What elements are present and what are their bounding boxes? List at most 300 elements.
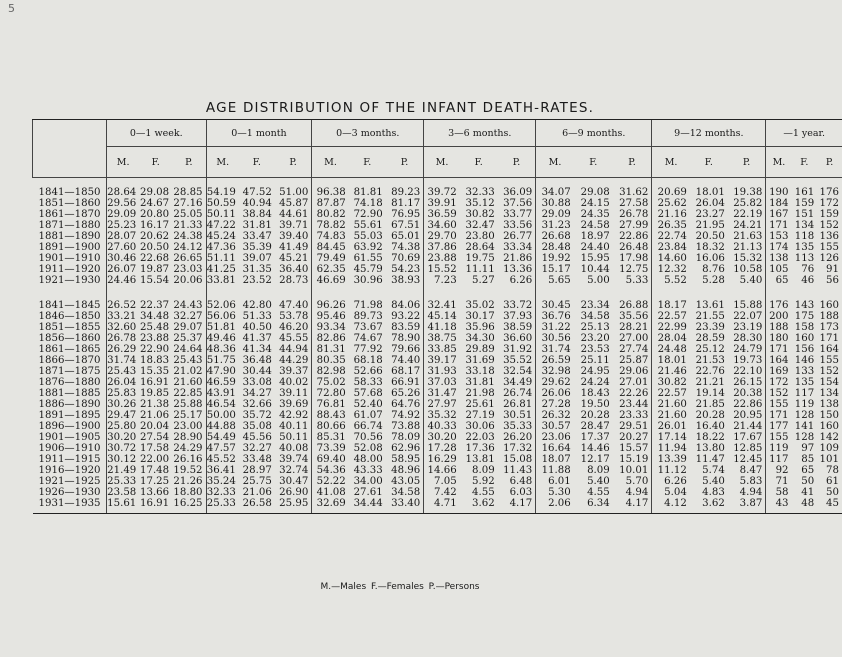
table-row	[33, 286, 842, 311]
rate-cell: 31.74	[536, 344, 574, 355]
rate-cell: 17.14	[652, 432, 690, 443]
rate-cell: 31.35	[242, 264, 272, 275]
sex-column-header: M.	[652, 147, 690, 178]
rate-cell: 33.56	[503, 220, 533, 231]
rate-cell: 45.14	[424, 311, 460, 322]
rate-cell: 146	[794, 355, 815, 366]
rate-cell: 66.91	[391, 377, 421, 388]
rate-cell: 32.27	[242, 443, 272, 454]
rate-cell: 43.91	[206, 388, 239, 399]
table-row	[33, 322, 842, 333]
rate-cell: 4.55	[587, 487, 610, 498]
rate-cell: 118	[794, 231, 815, 242]
rate-cell: 22.10	[733, 366, 763, 377]
table-row	[33, 465, 842, 476]
rate-cell: 82.98	[312, 366, 349, 377]
rate-cell: 153	[766, 231, 792, 242]
rate-cell: 78.82	[312, 220, 349, 231]
rate-cell: 117	[766, 454, 792, 465]
rate-cell: 51.00	[279, 187, 309, 198]
rate-cell: 43	[766, 498, 792, 514]
rate-cell: 45	[817, 498, 842, 514]
period-label: 1841—1850	[38, 187, 101, 198]
rate-cell: 78	[826, 465, 839, 476]
rate-cell: 39.69	[279, 399, 309, 410]
rate-cell: 34.48	[139, 311, 170, 322]
rate-cell: 128	[794, 432, 815, 443]
rate-cell: 36.09	[503, 187, 533, 198]
rate-cell: 23.39	[695, 322, 725, 333]
age-group-header: —1 year.	[766, 120, 842, 147]
rate-cell: 35.02	[465, 300, 495, 311]
rate-cell: 3.87	[728, 498, 766, 514]
rate-cell: 19.73	[733, 355, 763, 366]
rate-cell: 160	[819, 421, 839, 432]
rate-cell: 21.55	[695, 311, 725, 322]
rate-cell: 171	[766, 410, 792, 421]
rate-cell: 52.22	[312, 476, 349, 487]
rate-cell: 22.37	[139, 300, 170, 311]
rate-cell: 28.97	[242, 465, 272, 476]
rate-cell: 155	[819, 242, 839, 253]
rate-cell: 55.61	[353, 220, 383, 231]
rate-cell: 13.66	[139, 487, 170, 498]
rate-cell: 41.49	[279, 242, 309, 253]
rate-cell: 138	[819, 399, 839, 410]
rate-cell: 16.25	[172, 498, 206, 514]
rate-cell: 28.90	[173, 432, 203, 443]
rate-cell: 24.15	[580, 198, 610, 209]
rate-cell: 31.22	[536, 322, 574, 333]
rate-cell: 6.34	[574, 498, 613, 514]
rate-cell: 159	[794, 198, 815, 209]
rate-cell: 39.11	[279, 388, 309, 399]
rate-cell: 4.94	[625, 487, 649, 498]
rate-cell: 26.06	[536, 388, 574, 399]
rate-cell: 25.75	[242, 476, 272, 487]
rate-cell: 27.60	[106, 242, 139, 253]
rate-cell: 15.35	[139, 366, 170, 377]
rate-cell: 26.32	[536, 410, 574, 421]
rate-cell: 12.85	[733, 443, 763, 454]
rate-cell: 35.96	[465, 322, 495, 333]
rate-cell: 26.16	[173, 454, 203, 465]
period-label: 1876—1880	[38, 377, 101, 388]
rate-cell: 30.12	[106, 454, 139, 465]
period-label: 1906—1910	[38, 443, 101, 454]
rate-cell: 25.61	[465, 399, 495, 410]
rate-cell: 22.86	[619, 231, 649, 242]
rate-cell: 142	[819, 432, 839, 443]
rate-cell: 89.23	[391, 187, 421, 198]
rate-cell: 19.52	[173, 465, 203, 476]
table-row	[33, 344, 842, 355]
rate-cell: 27.00	[619, 333, 649, 344]
rate-cell: 27.16	[173, 198, 203, 209]
rate-cell: 44.61	[279, 209, 309, 220]
rate-cell: 5.40	[702, 476, 725, 487]
rate-cell: 73.39	[312, 443, 349, 454]
rate-cell: 7.42	[424, 487, 460, 498]
rate-cell: 28.48	[536, 242, 574, 253]
rate-cell: 3.62	[690, 498, 728, 514]
rate-cell: 77.92	[353, 344, 383, 355]
rate-cell: 21.86	[503, 253, 533, 264]
rate-cell: 28.59	[695, 333, 725, 344]
rate-cell: 96.38	[312, 178, 349, 199]
rate-cell: 72.80	[312, 388, 349, 399]
rate-cell: 26.68	[536, 231, 574, 242]
rate-cell: 17.48	[139, 465, 170, 476]
period-label: 1851—1860	[38, 198, 101, 209]
rate-cell: 33.85	[424, 344, 460, 355]
rate-cell: 30.56	[536, 333, 574, 344]
rate-cell: 34.58	[391, 487, 421, 498]
rate-cell: 51.75	[206, 355, 239, 366]
table-row	[33, 377, 842, 388]
rate-cell: 50.59	[206, 198, 239, 209]
footnote-legend: M.—Males F.—Females P.—Persons	[320, 582, 480, 592]
rate-cell: 5.33	[625, 275, 649, 286]
period-label: 1891—1900	[38, 242, 101, 253]
rate-cell: 74.38	[391, 242, 421, 253]
period-label: 1891—1895	[38, 410, 101, 421]
rate-cell: 31.92	[503, 344, 533, 355]
rate-cell: 35.08	[242, 421, 272, 432]
rate-cell: 23.20	[580, 333, 610, 344]
sex-column-header: F.	[139, 147, 172, 178]
rate-cell: 8.76	[702, 264, 725, 275]
rate-cell: 12.17	[580, 454, 610, 465]
rate-cell: 29.09	[536, 209, 574, 220]
table-row	[33, 311, 842, 322]
rate-cell: 19.87	[139, 264, 170, 275]
rate-cell: 92	[766, 465, 792, 476]
rate-cell: 31.62	[619, 187, 649, 198]
rate-cell: 25.88	[173, 399, 203, 410]
rate-cell: 2.06	[536, 498, 574, 514]
period-label: 1861—1865	[38, 344, 101, 355]
rate-cell: 23.80	[465, 231, 495, 242]
rate-cell: 36.48	[242, 355, 272, 366]
rate-cell: 19.75	[465, 253, 495, 264]
rate-cell: 11.12	[652, 465, 690, 476]
rate-cell: 5.74	[702, 465, 725, 476]
rate-cell: 138	[766, 253, 792, 264]
rate-cell: 24.67	[139, 198, 170, 209]
rate-cell: 16.06	[695, 253, 725, 264]
table-row	[33, 275, 842, 286]
rate-cell: 176	[819, 187, 839, 198]
rate-cell: 21.46	[652, 366, 690, 377]
rate-cell: 5.00	[587, 275, 610, 286]
rate-cell: 12.32	[652, 264, 690, 275]
rate-cell: 22.74	[652, 231, 690, 242]
table-row	[33, 242, 842, 253]
rate-cell: 39.72	[424, 178, 460, 199]
rate-cell: 84.45	[312, 242, 349, 253]
rate-cell: 32.41	[424, 286, 460, 311]
rate-cell: 51.33	[242, 311, 272, 322]
sex-column-header: P.	[498, 147, 536, 178]
rate-cell: 20.38	[733, 388, 763, 399]
rate-cell: 29.07	[173, 322, 203, 333]
rate-cell: 45.87	[279, 198, 309, 209]
sex-column-header: P.	[386, 147, 424, 178]
rate-cell: 76.81	[312, 399, 349, 410]
rate-cell: 26.04	[695, 198, 725, 209]
rate-cell: 7.05	[424, 476, 460, 487]
rate-cell: 169	[766, 366, 792, 377]
rate-cell: 40.02	[279, 377, 309, 388]
sex-column-header: M.	[206, 147, 239, 178]
rate-cell: 80.82	[312, 209, 349, 220]
rate-cell: 19.85	[139, 388, 170, 399]
rate-cell: 174	[766, 242, 792, 253]
rate-cell: 135	[794, 242, 815, 253]
rate-cell: 25.12	[695, 344, 725, 355]
table-row	[33, 476, 842, 487]
rate-cell: 29.89	[465, 344, 495, 355]
rate-cell: 63.92	[353, 242, 383, 253]
table-row	[33, 410, 842, 421]
rate-cell: 134	[819, 388, 839, 399]
rate-cell: 46.20	[279, 322, 309, 333]
rate-cell: 34.44	[349, 498, 386, 514]
sex-column-header: P.	[172, 147, 206, 178]
rate-cell: 28.30	[733, 333, 763, 344]
rate-cell: 18.97	[580, 231, 610, 242]
rate-cell: 18.43	[580, 388, 610, 399]
rate-cell: 24.48	[652, 344, 690, 355]
rate-cell: 30.20	[106, 432, 139, 443]
rate-cell: 25.95	[275, 498, 312, 514]
rate-cell: 81.31	[312, 344, 349, 355]
rate-cell: 24.79	[733, 344, 763, 355]
rate-cell: 67.51	[391, 220, 421, 231]
rate-cell: 46	[801, 275, 815, 286]
rate-cell: 11.88	[536, 465, 574, 476]
rate-cell: 171	[766, 344, 792, 355]
rate-cell: 25.23	[106, 220, 139, 231]
rate-cell: 47.52	[242, 187, 272, 198]
table-row	[33, 443, 842, 454]
rate-cell: 155	[766, 399, 792, 410]
rate-cell: 15.95	[580, 253, 610, 264]
rate-cell: 65.26	[391, 388, 421, 399]
rate-cell: 151	[794, 209, 815, 220]
death-rate-table-container	[32, 119, 839, 574]
rate-cell: 36.40	[279, 264, 309, 275]
rate-cell: 97	[801, 443, 815, 454]
rate-cell: 22.86	[733, 399, 763, 410]
rate-cell: 23.53	[580, 344, 610, 355]
rate-cell: 184	[766, 198, 792, 209]
table-row	[33, 366, 842, 377]
rate-cell: 136	[819, 231, 839, 242]
rate-cell: 16.40	[695, 421, 725, 432]
rate-cell: 18.32	[695, 242, 725, 253]
rate-cell: 74.18	[353, 198, 383, 209]
rate-cell: 164	[819, 344, 839, 355]
rate-cell: 18.80	[173, 487, 203, 498]
rate-cell: 10.44	[580, 264, 610, 275]
rate-cell: 25.48	[139, 322, 170, 333]
rate-cell: 17.32	[503, 443, 533, 454]
rate-cell: 33.48	[242, 454, 272, 465]
rate-cell: 62.96	[391, 443, 421, 454]
rate-cell: 19.14	[695, 388, 725, 399]
rate-cell: 17.37	[580, 432, 610, 443]
period-label: 1881—1890	[38, 231, 101, 242]
rate-cell: 20.69	[652, 178, 690, 199]
rate-cell: 35.52	[503, 355, 533, 366]
rate-cell: 33.08	[242, 377, 272, 388]
rate-cell: 18.22	[695, 432, 725, 443]
rate-cell: 58.33	[353, 377, 383, 388]
rate-cell: 4.17	[613, 498, 652, 514]
rate-cell: 20.50	[695, 231, 725, 242]
rate-cell: 37.93	[503, 311, 533, 322]
rate-cell: 47.57	[206, 443, 239, 454]
age-group-header: 6—9 months.	[536, 120, 652, 147]
rate-cell: 81.17	[391, 198, 421, 209]
rate-cell: 126	[819, 253, 839, 264]
rate-cell: 128	[794, 410, 815, 421]
rate-cell: 24.24	[580, 377, 610, 388]
table-row	[33, 388, 842, 399]
rate-cell: 29.62	[536, 377, 574, 388]
rate-cell: 91	[826, 264, 839, 275]
rate-cell: 113	[794, 253, 815, 264]
sex-column-header: M.	[766, 147, 792, 178]
rate-cell: 34.58	[580, 311, 610, 322]
rate-cell: 15.88	[733, 300, 763, 311]
rate-cell: 24.46	[106, 275, 139, 286]
rate-cell: 31.93	[424, 366, 460, 377]
age-group-header: 0—3 months.	[312, 120, 424, 147]
rate-cell: 37.56	[503, 198, 533, 209]
rate-cell: 53.78	[279, 311, 309, 322]
rate-cell: 15.52	[424, 264, 460, 275]
rate-cell: 18.01	[695, 187, 725, 198]
rate-cell: 21.63	[733, 231, 763, 242]
rate-cell: 24.95	[580, 366, 610, 377]
sex-column-header: F.	[460, 147, 498, 178]
rate-cell: 24.35	[580, 209, 610, 220]
rate-cell: 44.29	[279, 355, 309, 366]
rate-cell: 28.04	[652, 333, 690, 344]
sex-column-header: M.	[312, 147, 349, 178]
rate-cell: 23.88	[139, 333, 170, 344]
rate-cell: 5.30	[536, 487, 574, 498]
rate-cell: 41.25	[206, 264, 239, 275]
rate-cell: 79.66	[391, 344, 421, 355]
rate-cell: 37.03	[424, 377, 460, 388]
rate-cell: 35.39	[242, 242, 272, 253]
rate-cell: 177	[766, 421, 792, 432]
rate-cell: 47.22	[206, 220, 239, 231]
rate-cell: 16.29	[424, 454, 460, 465]
rate-cell: 36.41	[206, 465, 239, 476]
rate-cell: 20.06	[173, 275, 203, 286]
rate-cell: 12.75	[619, 264, 649, 275]
rate-cell: 32.66	[242, 399, 272, 410]
rate-cell: 11.43	[503, 465, 533, 476]
rate-cell: 39.17	[424, 355, 460, 366]
rate-cell: 58	[766, 487, 792, 498]
rate-cell: 43.05	[391, 476, 421, 487]
rate-cell: 26.58	[239, 498, 275, 514]
rate-cell: 11.47	[695, 454, 725, 465]
rate-cell: 23.84	[652, 242, 690, 253]
rate-cell: 34.07	[536, 178, 574, 199]
rate-cell: 38.93	[391, 275, 421, 286]
rate-cell: 152	[819, 366, 839, 377]
rate-cell: 190	[766, 178, 792, 199]
rate-cell: 18.83	[139, 355, 170, 366]
rate-cell: 32.33	[465, 187, 495, 198]
death-rate-table	[32, 119, 842, 514]
period-label: 1901—1910	[38, 253, 101, 264]
rate-cell: 27.97	[424, 399, 460, 410]
rate-cell: 21.06	[139, 410, 170, 421]
rate-cell: 133	[794, 366, 815, 377]
rate-cell: 26.15	[733, 377, 763, 388]
table-row	[33, 333, 842, 344]
rate-cell: 22.76	[695, 366, 725, 377]
rate-cell: 30.72	[106, 443, 139, 454]
rate-cell: 17.98	[619, 253, 649, 264]
rate-cell: 21.38	[139, 399, 170, 410]
period-label: 1901—1905	[38, 432, 101, 443]
rate-cell: 172	[819, 198, 839, 209]
rate-cell: 22.26	[619, 388, 649, 399]
rate-cell: 71	[766, 476, 792, 487]
period-label: 1896—1900	[38, 421, 101, 432]
rate-cell: 28.07	[106, 231, 139, 242]
rate-cell: 13.39	[652, 454, 690, 465]
rate-cell: 5.04	[652, 487, 690, 498]
rate-cell: 41	[801, 487, 815, 498]
period-label: 1841—1845	[38, 300, 101, 311]
age-group-header: 0—1 week.	[106, 120, 206, 147]
rate-cell: 154	[819, 377, 839, 388]
rate-cell: 105	[766, 264, 792, 275]
rate-cell: 52.06	[206, 286, 239, 311]
rate-cell: 11.94	[652, 443, 690, 454]
rate-cell: 39.37	[279, 366, 309, 377]
rate-cell: 44.94	[279, 344, 309, 355]
rate-cell: 22.19	[733, 209, 763, 220]
table-row	[33, 178, 842, 199]
rate-cell: 27.58	[619, 198, 649, 209]
rate-cell: 35.56	[619, 311, 649, 322]
rate-cell: 20.28	[695, 410, 725, 421]
rate-cell: 50	[826, 487, 839, 498]
rate-cell: 38.75	[424, 333, 460, 344]
rate-cell: 25.13	[580, 322, 610, 333]
rate-cell: 39.71	[279, 220, 309, 231]
rate-cell: 30.06	[465, 421, 495, 432]
rate-cell: 50.00	[206, 410, 239, 421]
rate-cell: 21.60	[173, 377, 203, 388]
rate-cell: 30.82	[652, 377, 690, 388]
sex-column-header: P.	[728, 147, 766, 178]
rate-cell: 54.19	[206, 178, 239, 199]
rate-cell: 38.59	[503, 322, 533, 333]
rate-cell: 17.28	[424, 443, 460, 454]
